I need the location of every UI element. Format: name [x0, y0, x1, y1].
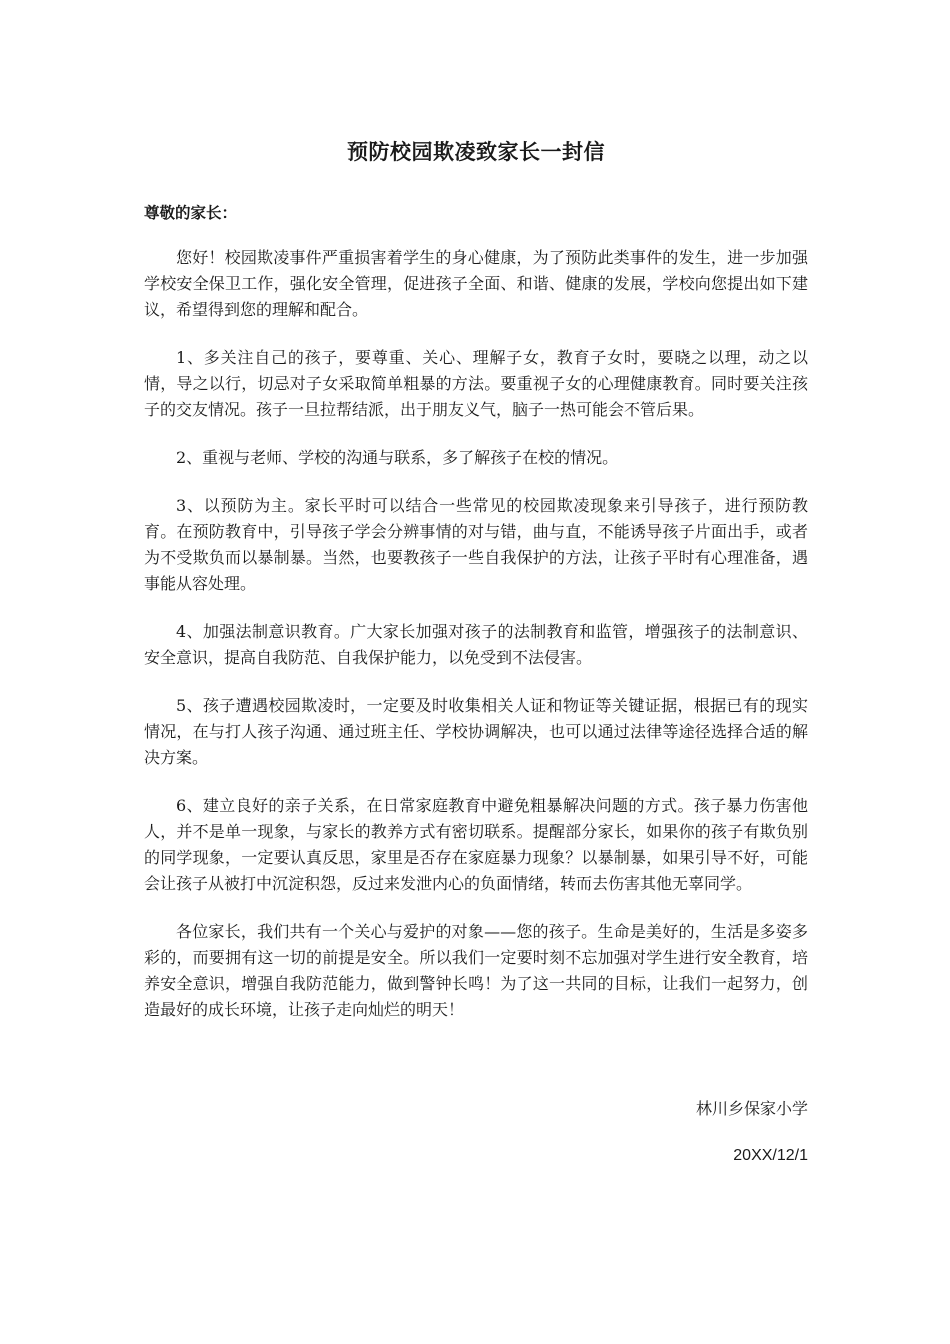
paragraph-closing: 各位家长，我们共有一个关心与爱护的对象——您的孩子。生命是美好的，生活是多姿多彩的，而要拥有这一切的前提是安全。所以我们一定要时刻不忘加强对学生进行安全教育，培养安全意识，增强自我防范能力，做到警钟长鸣！为了这一共同的目标，让我们一起努力，创造最好的成长环境，让孩子走向灿烂的明天！	[144, 922, 808, 1019]
paragraph-suggestion-6: 6、建立良好的亲子关系，在日常家庭教育中避免粗暴解决问题的方式。孩子暴力伤害他人，并不是单一现象，与家长的教养方式有密切联系。提醒部分家长，如果你的孩子有欺负别的同学现象，一定要认真反思，家里是否存在家庭暴力现象？以暴制暴，如果引导不好，可能会让孩子从被打中沉淀积怨，反过来发泄内心的负面情绪，转而去伤害其他无辜同学。	[144, 796, 808, 893]
paragraph-greeting: 您好！校园欺凌事件严重损害着学生的身心健康，为了预防此类事件的发生，进一步加强学校安全保卫工作，强化安全管理，促进孩子全面、和谐、健康的发展，学校向您提出如下建议，希望得到您的理解和配合。	[144, 248, 808, 319]
letter-body	[144, 245, 808, 1045]
salutation: 尊敬的家长：	[144, 203, 238, 222]
paragraph-suggestion-4: 4、加强法制意识教育。广大家长加强对孩子的法制教育和监管，增强孩子的法制意识、安全意识，提高自我防范、自我保护能力，以免受到不法侵害。	[144, 622, 808, 667]
paragraph-suggestion-3: 3、以预防为主。家长平时可以结合一些常见的校园欺凌现象来引导孩子，进行预防教育。在预防教育中，引导孩子学会分辨事情的对与错，曲与直，不能诱导孩子片面出手，或者为不受欺负而以暴制暴。当然，也要教孩子一些自我保护的方法，让孩子平时有心理准备，遇事能从容处理。	[144, 496, 808, 593]
paragraph-suggestion-1: 1、多关注自己的孩子，要尊重、关心、理解子女，教育子女时，要晓之以理，动之以情，导之以行，切忌对子女采取简单粗暴的方法。要重视子女的心理健康教育。同时要关注孩子的交友情况。孩子一旦拉帮结派，出于朋友义气，脑子一热可能会不管后果。	[144, 348, 808, 419]
letter-date: 20XX/12/1	[733, 1147, 808, 1164]
signer-name: 林川乡保家小学	[695, 1099, 808, 1118]
paragraph-suggestion-2: 2、重视与老师、学校的沟通与联系，多了解孩子在校的情况。	[176, 448, 619, 467]
letter-title: 预防校园欺凌致家长一封信	[347, 139, 605, 164]
paragraph-suggestion-5: 5、孩子遭遇校园欺凌时，一定要及时收集相关人证和物证等关键证据，根据已有的现实情况，在与打人孩子沟通、通过班主任、学校协调解决，也可以通过法律等途径选择合适的解决方案。	[144, 696, 808, 767]
